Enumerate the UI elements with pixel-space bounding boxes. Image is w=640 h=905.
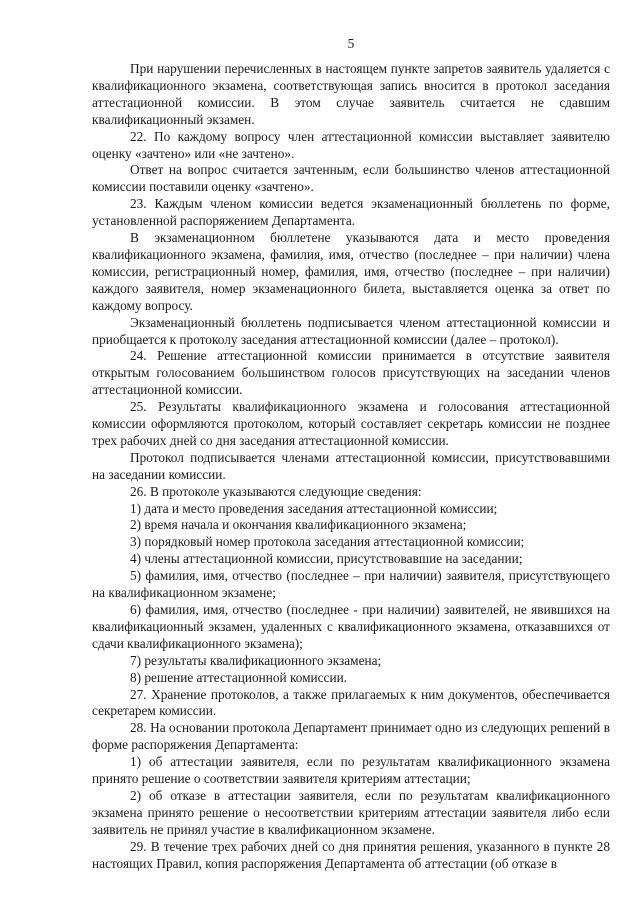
list-item-5: 5) фамилия, имя, отчество (последнее – при наличии) заявителя, присутствующего на квалификационном экзамене;: [92, 568, 610, 601]
list-item-6: 6) фамилия, имя, отчество (последнее - при наличии) заявителей, не явившихся на квалификационный экзамен, удаленных с квалификационного экзамена, отказавшихся от сдачи квалификационного экзамена);: [92, 602, 610, 651]
list-item-1: 1) дата и место проведения заседания аттестационной комиссии;: [130, 500, 498, 516]
page-number: 5: [347, 36, 355, 51]
paragraph-answer-passed: Ответ на вопрос считается зачтенным, если большинство членов аттестационной комиссии поставили оценку «зачтено».: [92, 162, 610, 195]
paragraph-ballot-contents: В экзаменационном бюллетене указываются дата и место проведения квалификационного экзамена, фамилия, имя, отчество (последнее – при наличии) члена комиссии, регистрационный номер, фамилия, имя, отчество (последнее – при наличии) каждого заявителя, номер экзаменационного билета, выставляется оценка за ответ по каждому вопросу.: [92, 230, 610, 313]
paragraph-28-department-decision: 28. На основании протокола Департамент принимает одно из следующих решений в форме распоряжения Департамента:: [92, 720, 610, 753]
list-item-8: 8) решение аттестационной комиссии.: [130, 669, 348, 685]
list-item-7: 7) результаты квалификационного экзамена;: [130, 652, 382, 668]
paragraph-protocol-signing: Протокол подписывается членами аттестационной комиссии, присутствовавшими на заседании комиссии.: [92, 449, 610, 482]
paragraph-23-exam-ballot: 23. Каждым членом комиссии ведется экзаменационный бюллетень по форме, установленной распоряжением Департамента.: [92, 196, 610, 229]
paragraph-ballot-signing: Экзаменационный бюллетень подписывается членом аттестационной комиссии и приобщается к протоколу заседания аттестационной комиссии (далее – протокол).: [92, 314, 610, 347]
list-item-2: 2) время начала и окончания квалификационного экзамена;: [130, 517, 467, 533]
paragraph-27-storage: 27. Хранение протоколов, а также прилагаемых к ним документов, обеспечивается секретарем комиссии.: [92, 686, 610, 719]
paragraph-26-protocol-info: 26. В протоколе указываются следующие сведения:: [130, 483, 422, 499]
list-item-4: 4) члены аттестационной комиссии, присутствовавшие на заседании;: [130, 551, 523, 567]
paragraph-violation-consequence: При нарушении перечисленных в настоящем пункте запретов заявитель удаляется с квалификационного экзамена, соответствующая запись вносится в протокол заседания аттестационной комиссии. В этом случае заявитель считается не сдавшим квалификационный экзамен.: [92, 61, 610, 127]
decision-item-1: 1) об аттестации заявителя, если по результатам квалификационного экзамена принято решение о соответствии заявителя критериям аттестации;: [92, 754, 610, 787]
decision-item-2: 2) об отказе в аттестации заявителя, если по результатам квалификационного экзамена принято решение о несоответствии критериям аттестации заявителя либо если заявитель не принял участие в квалификационном экзамене.: [92, 787, 610, 837]
paragraph-24-decision: 24. Решение аттестационной комиссии принимается в отсутствие заявителя открытым голосованием большинством голосов присутствующих на заседании членов аттестационной комиссии.: [92, 348, 610, 398]
list-item-3: 3) порядковый номер протокола заседания аттестационной комиссии;: [130, 534, 525, 550]
paragraph-25-results: 25. Результаты квалификационного экзамена и голосования аттестационной комиссии оформляются протоколом, который составляет секретарь комиссии не позднее трех рабочих дней со дня заседания аттестационной комиссии.: [92, 399, 610, 448]
paragraph-22-grading: 22. По каждому вопросу член аттестационной комиссии выставляет заявителю оценку «зачтено» или «не зачтено».: [92, 128, 610, 161]
paragraph-29-copy: 29. В течение трех рабочих дней со дня принятия решения, указанного в пункте 28 настоящих Правил, копия распоряжения Департамента об аттестации (об отказе в: [92, 838, 610, 871]
